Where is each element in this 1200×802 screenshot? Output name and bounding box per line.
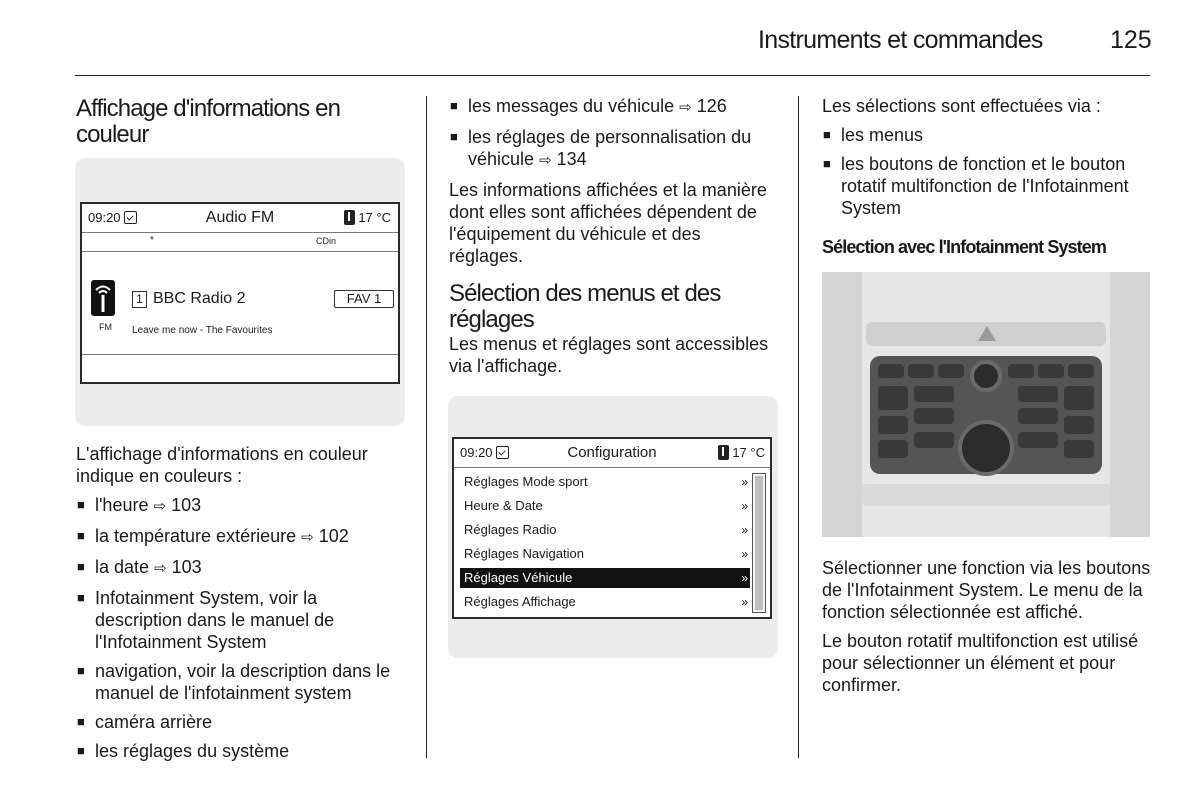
status-time: 09:20 — [460, 445, 509, 460]
chevron-right-icon: » — [741, 475, 748, 489]
section-heading: Affichage d'informations en couleur — [76, 95, 341, 148]
paragraph: Sélectionner une fonction via les boutons de l'Infotainment System. Le menu de la fonction sélectionnée est affiché. — [822, 558, 1151, 622]
list-item: ■ la température extérieure ⇨ 102 — [77, 526, 349, 546]
screen-title: Configuration — [567, 444, 657, 461]
fm-antenna-icon — [91, 280, 115, 316]
menu-item-selected[interactable]: Réglages Véhicule » — [460, 568, 750, 588]
chevron-right-icon: » — [741, 499, 748, 513]
chevron-right-icon: » — [741, 571, 748, 585]
screen-title: Audio FM — [205, 209, 275, 226]
info-list-continued — [449, 95, 779, 172]
running-head: Instruments et commandes — [758, 26, 1043, 54]
page-reference-icon: ⇨ — [154, 560, 167, 577]
track-info: Leave me now - The Favourites — [132, 325, 273, 336]
intro-text: L'affichage d'informations en couleur indique en couleurs : — [76, 444, 368, 486]
paragraph: Les informations affichées et la manière dont elles sont affichées dépendent de l'équipement du véhicule et des réglages. — [449, 180, 767, 266]
selection-list — [822, 124, 1152, 219]
status-time: 09:20 — [88, 210, 137, 225]
chevron-right-icon: » — [741, 523, 748, 537]
page-number: 125 — [1110, 26, 1152, 54]
hazard-strip — [866, 322, 1106, 346]
page-reference-icon: ⇨ — [153, 498, 167, 515]
menu-item[interactable]: Réglages Radio » — [460, 520, 750, 540]
header-rule — [75, 75, 1150, 76]
column-3 — [822, 95, 1152, 258]
column-3-body — [822, 557, 1152, 703]
thermometer-icon — [344, 210, 355, 225]
column-1 — [76, 96, 406, 148]
list-item: ■ la date ⇨ 103 — [77, 557, 202, 577]
info-list — [76, 494, 406, 762]
list-item: ■ navigation, voir la description dans le manuel de l'infotainment system — [77, 661, 391, 703]
menu-item[interactable]: Réglages Mode sport » — [460, 472, 750, 492]
column-divider — [798, 96, 799, 758]
station-name: BBC Radio 2 — [153, 290, 246, 307]
configuration-display — [452, 437, 772, 619]
chevron-right-icon: » — [741, 547, 748, 561]
section-heading: Sélection des menus et des réglages — [449, 280, 721, 333]
list-item: ■ caméra arrière — [77, 712, 213, 732]
scrollbar[interactable] — [752, 473, 766, 613]
list-item: ■ l'heure ⇨ 103 — [77, 495, 202, 515]
list-item: ■ les réglages de personnalisation du véhicule ⇨ 134 — [450, 127, 752, 169]
power-volume-knob-icon — [970, 360, 1002, 392]
status-temperature: 17 °C — [344, 210, 391, 225]
thermometer-icon — [718, 445, 729, 460]
band-label: FM — [99, 322, 112, 332]
column-divider — [426, 96, 427, 758]
column-2 — [449, 95, 779, 384]
intro-text: Les sélections sont effectuées via : — [822, 96, 1101, 116]
page-reference-icon: ⇨ — [679, 99, 692, 116]
menu-item[interactable]: Réglages Affichage » — [460, 592, 750, 612]
bluetooth-icon: * — [150, 235, 154, 246]
chevron-right-icon: » — [741, 595, 748, 609]
preset-number: 1 — [132, 291, 147, 308]
page-reference-icon: ⇨ — [301, 529, 314, 546]
page-reference-icon: ⇨ — [539, 152, 552, 169]
column-1-body — [76, 443, 406, 769]
menu-item[interactable]: Réglages Navigation » — [460, 544, 750, 564]
infotainment-control-panel-photo — [822, 272, 1150, 537]
list-item: ■ les messages du véhicule ⇨ 126 — [450, 96, 727, 116]
status-temperature: 17 °C — [718, 445, 765, 460]
audio-display — [80, 202, 400, 384]
paragraph: Le bouton rotatif multifonction est utilisé pour sélectionner un élément et pour confirmer. — [822, 631, 1139, 695]
hazard-warning-icon — [978, 326, 996, 341]
subheading: Sélection avec l'Infotainment System — [822, 237, 1106, 257]
source-tag: CDin — [316, 236, 337, 246]
fav-button[interactable]: FAV 1 — [334, 290, 394, 308]
scrollbar-thumb[interactable] — [755, 476, 763, 610]
list-item: ■ les boutons de fonction et le bouton rotatif multifonction de l'Infotainment System — [823, 154, 1129, 218]
menu-item[interactable]: Heure & Date » — [460, 496, 750, 516]
multifunction-knob-icon — [958, 420, 1014, 476]
paragraph: Les menus et réglages sont accessibles via l'affichage. — [449, 334, 769, 376]
list-item: ■ Infotainment System, voir la description dans le manuel de l'Infotainment System — [77, 588, 335, 652]
list-item: ■ les menus — [823, 125, 924, 145]
list-item: ■ les réglages du système — [77, 741, 290, 761]
